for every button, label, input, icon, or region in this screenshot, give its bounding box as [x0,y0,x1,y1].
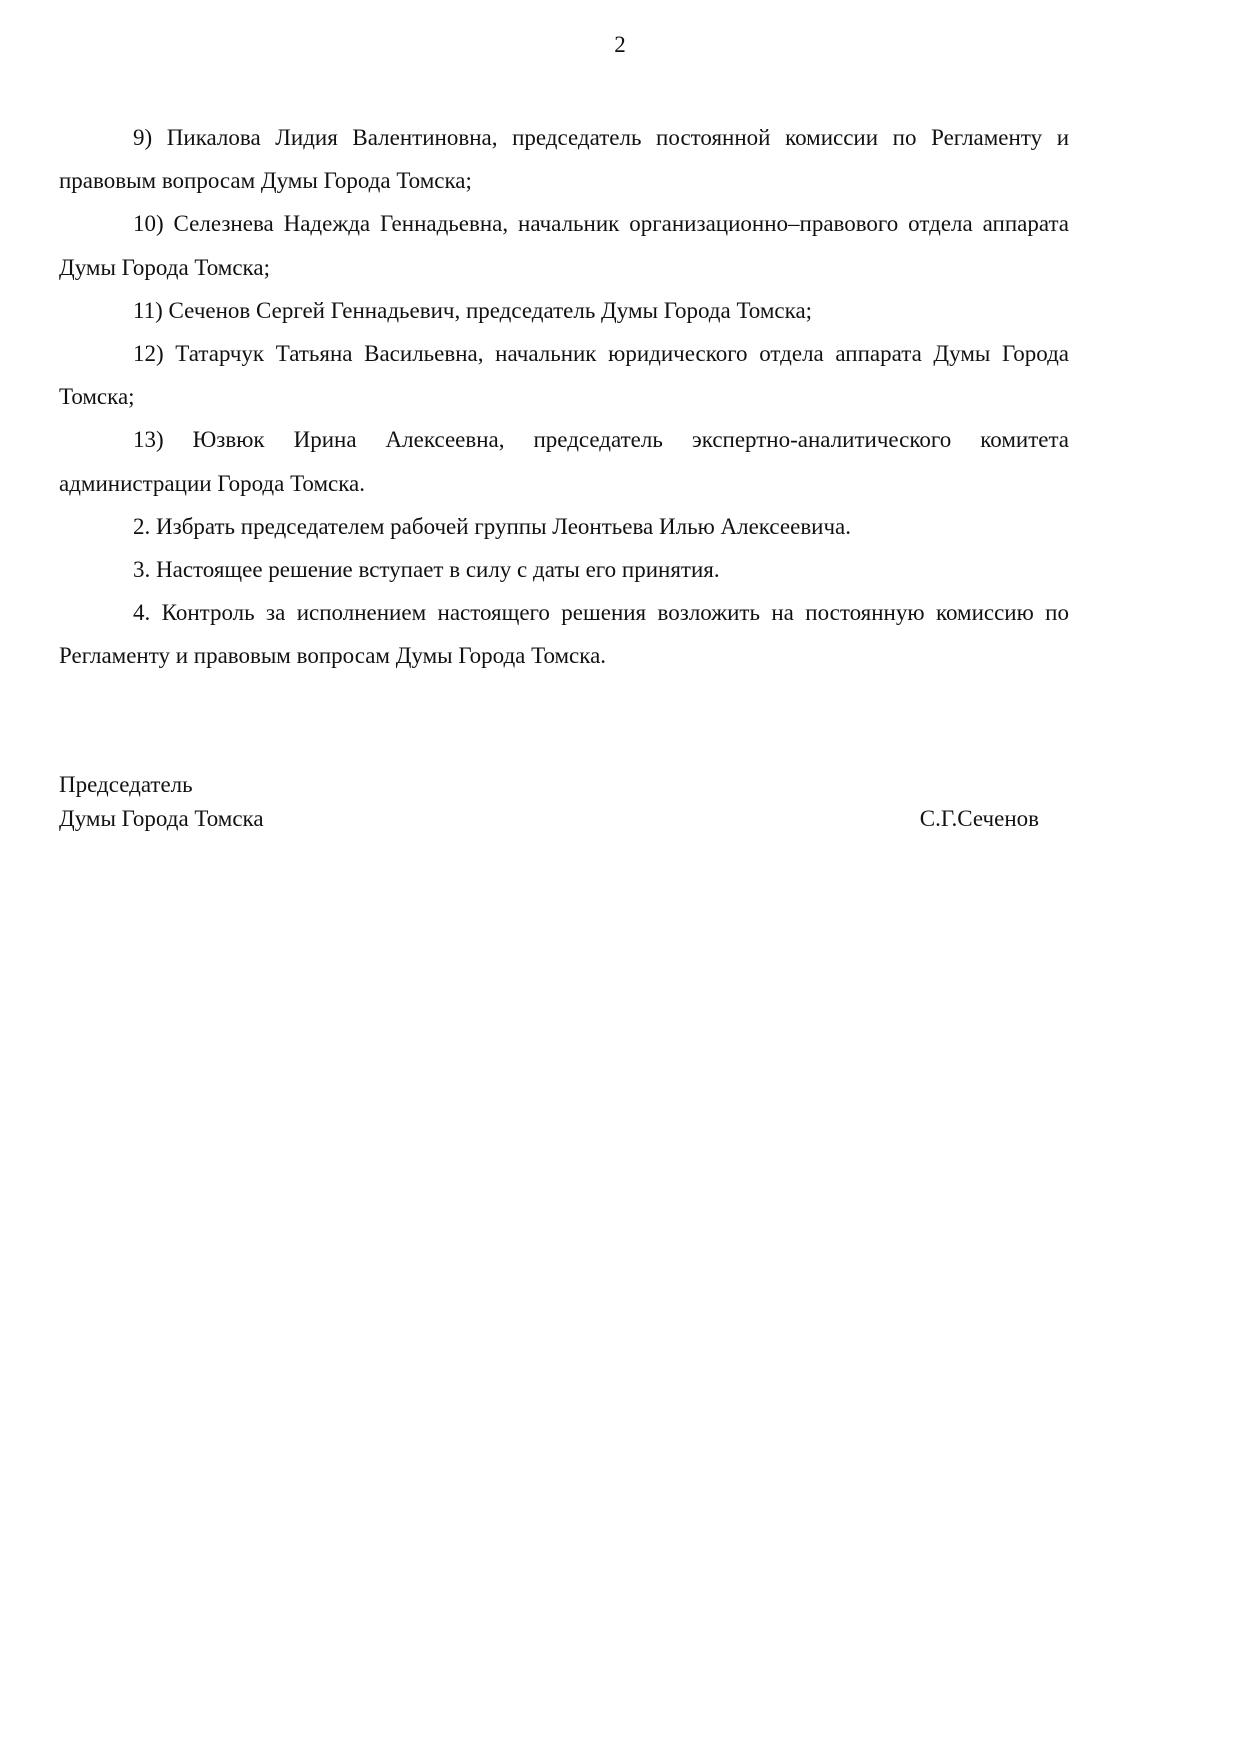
list-item-13: 13) Юзвюк Ирина Алексеевна, председатель экспертно-аналитического комитета администрации Города Томска. [59,427,1069,496]
clause-2: 2. Избрать председателем рабочей группы Леонтьева Илью Алексеевича. [133,513,852,539]
list-item-10: 10) Селезнева Надежда Геннадьевна, начальник организационно–правового отдела аппарата Думы Города Томска; [59,211,1069,280]
document-body [59,116,1069,678]
list-item-12: 12) Татарчук Татьяна Васильевна, начальник юридического отдела аппарата Думы Города Томска; [59,341,1069,410]
clause-3: 3. Настоящее решение вступает в силу с даты его принятия. [133,557,720,583]
clause-4: 4. Контроль за исполнением настоящего решения возложить на постоянную комиссию по Регламенту и правовым вопросам Думы Города Томска. [59,600,1069,669]
page-number: 2 [614,32,626,57]
signature-row [59,802,1039,836]
signature-block [59,768,1039,836]
signatory-name: С.Г.Сеченов [919,806,1039,831]
signatory-title-line1: Председатель [59,772,193,797]
list-item-9: 9) Пикалова Лидия Валентиновна, председатель постоянной комиссии по Регламенту и правовым вопросам Думы Города Томска; [59,125,1069,194]
list-item-11: 11) Сеченов Сергей Геннадьевич, председатель Думы Города Томска; [133,297,813,323]
signatory-title-line2: Думы Города Томска [59,806,264,831]
